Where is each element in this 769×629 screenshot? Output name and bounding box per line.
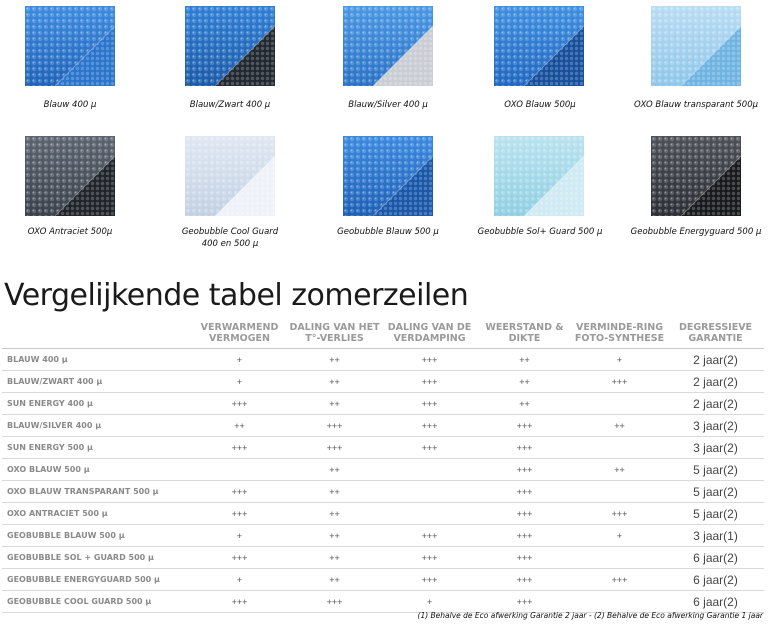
- column-header-verwarmend-vermogen: VERWARMEND VERMOGEN: [192, 302, 287, 349]
- column-header-product: [2, 302, 192, 349]
- product-label: Geobubble Sol+ Guard 500 µ: [477, 227, 603, 237]
- rating-cell: +++: [572, 371, 667, 393]
- product-label: OXO Blauw transparant 500µ: [633, 100, 759, 110]
- column-header-weerstand-dikte: WEERSTAND & DIKTE: [477, 302, 572, 349]
- garantie-cell: 3 jaar(2): [667, 437, 764, 459]
- rating-cell: +: [192, 349, 287, 371]
- product-swatch-oxo-antraciet-500: [25, 136, 115, 216]
- rating-cell: +++: [192, 437, 287, 459]
- product-swatch-blauw-zwart-400: [185, 6, 275, 86]
- table-row: [2, 481, 764, 503]
- rating-cell: [572, 437, 667, 459]
- rating-cell: +++: [382, 437, 477, 459]
- rating-cell: +++: [287, 437, 382, 459]
- footnote: (1) Behalve de Eco afwerking Garantie 2 jaar - (2) Behalve de Eco afwerking Garantie 1 jaar: [417, 611, 763, 620]
- product-label: Geobubble Energyguard 500 µ: [630, 227, 762, 237]
- table-row: [2, 437, 764, 459]
- product-label-line1: Geobubble Cool Guard: [181, 227, 279, 237]
- garantie-cell: 6 jaar(2): [667, 547, 764, 569]
- rating-cell: +++: [382, 393, 477, 415]
- table-header-row: [2, 302, 764, 349]
- garantie-cell: 2 jaar(2): [667, 349, 764, 371]
- garantie-cell: 6 jaar(2): [667, 569, 764, 591]
- product-name-cell: GEOBUBBLE COOL GUARD 500 µ: [2, 591, 192, 613]
- rating-cell: ++: [572, 415, 667, 437]
- table-row: [2, 415, 764, 437]
- garantie-cell: 6 jaar(2): [667, 591, 764, 613]
- table-row: [2, 547, 764, 569]
- garantie-cell: 5 jaar(2): [667, 481, 764, 503]
- table-row: [2, 503, 764, 525]
- product-swatch-geobubble-sol-guard-500: [494, 136, 584, 216]
- product-name-cell: SUN ENERGY 400 µ: [2, 393, 192, 415]
- rating-cell: +++: [382, 569, 477, 591]
- table-row: [2, 349, 764, 371]
- rating-cell: ++: [287, 525, 382, 547]
- rating-cell: +++: [192, 503, 287, 525]
- table-row: [2, 393, 764, 415]
- product-label: Blauw/Silver 400 µ: [348, 100, 428, 110]
- rating-cell: +++: [477, 547, 572, 569]
- rating-cell: [572, 591, 667, 613]
- rating-cell: +++: [382, 371, 477, 393]
- rating-cell: +: [192, 525, 287, 547]
- column-header-vermindering-fotosynthese: VERMINDE-RING FOTO-SYNTHESE: [572, 302, 667, 349]
- rating-cell: [572, 547, 667, 569]
- column-header-daling-t-verlies: DALING VAN HET T°-VERLIES: [287, 302, 382, 349]
- rating-cell: +++: [382, 415, 477, 437]
- garantie-cell: 3 jaar(1): [667, 525, 764, 547]
- table-row: [2, 591, 764, 613]
- rating-cell: +++: [382, 349, 477, 371]
- product-label: Blauw/Zwart 400 µ: [189, 100, 271, 110]
- rating-cell: +++: [477, 415, 572, 437]
- product-label: OXO Antraciet 500µ: [27, 227, 113, 237]
- rating-cell: ++: [287, 503, 382, 525]
- rating-cell: ++: [287, 547, 382, 569]
- rating-cell: +++: [572, 569, 667, 591]
- product-name-cell: GEOBUBBLE BLAUW 500 µ: [2, 525, 192, 547]
- rating-cell: ++: [287, 349, 382, 371]
- product-label: Blauw 400 µ: [43, 100, 97, 110]
- product-name-cell: OXO BLAUW TRANSPARANT 500 µ: [2, 481, 192, 503]
- page-title: Vergelijkende tabel zomerzeilen: [4, 278, 469, 314]
- rating-cell: ++: [477, 393, 572, 415]
- product-name-cell: BLAUW/ZWART 400 µ: [2, 371, 192, 393]
- rating-cell: +++: [572, 503, 667, 525]
- table-row: [2, 459, 764, 481]
- rating-cell: +++: [192, 481, 287, 503]
- comparison-table: [2, 302, 764, 613]
- product-label: [155, 226, 305, 250]
- product-swatch-oxo-blauw-500: [494, 6, 584, 86]
- product-label: OXO Blauw 500µ: [504, 100, 576, 110]
- rating-cell: +: [192, 371, 287, 393]
- rating-cell: [572, 481, 667, 503]
- product-name-cell: OXO BLAUW 500 µ: [2, 459, 192, 481]
- rating-cell: +++: [192, 393, 287, 415]
- product-name-cell: GEOBUBBLE ENERGYGUARD 500 µ: [2, 569, 192, 591]
- rating-cell: [382, 481, 477, 503]
- garantie-cell: 2 jaar(2): [667, 393, 764, 415]
- garantie-cell: 5 jaar(2): [667, 503, 764, 525]
- rating-cell: +++: [192, 547, 287, 569]
- column-header-degressieve-garantie: DEGRESSIEVE GARANTIE: [667, 302, 764, 349]
- rating-cell: [192, 459, 287, 481]
- rating-cell: +++: [192, 591, 287, 613]
- product-name-cell: BLAUW/SILVER 400 µ: [2, 415, 192, 437]
- rating-cell: +: [572, 349, 667, 371]
- rating-cell: [382, 459, 477, 481]
- product-swatch-geobubble-blauw-500: [343, 136, 433, 216]
- rating-cell: +++: [287, 415, 382, 437]
- rating-cell: ++: [287, 569, 382, 591]
- column-header-daling-verdamping: DALING VAN DE VERDAMPING: [382, 302, 477, 349]
- product-swatch-blauw-400: [25, 6, 115, 86]
- rating-cell: +++: [477, 525, 572, 547]
- rating-cell: +++: [382, 547, 477, 569]
- rating-cell: +++: [477, 459, 572, 481]
- rating-cell: ++: [572, 459, 667, 481]
- garantie-cell: 2 jaar(2): [667, 371, 764, 393]
- rating-cell: +++: [287, 591, 382, 613]
- rating-cell: ++: [287, 459, 382, 481]
- rating-cell: +: [382, 591, 477, 613]
- product-swatch-blauw-silver-400: [343, 6, 433, 86]
- rating-cell: [572, 393, 667, 415]
- product-label: Geobubble Blauw 500 µ: [337, 227, 439, 237]
- product-name-cell: GEOBUBBLE SOL + GUARD 500 µ: [2, 547, 192, 569]
- rating-cell: ++: [477, 371, 572, 393]
- table-row: [2, 569, 764, 591]
- table-row: [2, 371, 764, 393]
- table-row: [2, 525, 764, 547]
- garantie-cell: 3 jaar(2): [667, 415, 764, 437]
- product-swatch-oxo-blauw-transparant-500: [651, 6, 741, 86]
- rating-cell: +++: [382, 525, 477, 547]
- product-swatch-geobubble-energyguard-500: [651, 136, 741, 216]
- rating-cell: +++: [477, 503, 572, 525]
- rating-cell: +++: [477, 437, 572, 459]
- product-name-cell: OXO ANTRACIET 500 µ: [2, 503, 192, 525]
- rating-cell: ++: [192, 415, 287, 437]
- product-name-cell: BLAUW 400 µ: [2, 349, 192, 371]
- rating-cell: [382, 503, 477, 525]
- product-swatch-geobubble-cool-guard: [185, 136, 275, 216]
- rating-cell: ++: [287, 371, 382, 393]
- rating-cell: +++: [477, 569, 572, 591]
- rating-cell: ++: [477, 349, 572, 371]
- rating-cell: +++: [477, 481, 572, 503]
- rating-cell: +: [572, 525, 667, 547]
- product-label-line2: 400 en 500 µ: [201, 239, 259, 249]
- rating-cell: +++: [477, 591, 572, 613]
- product-name-cell: SUN ENERGY 500 µ: [2, 437, 192, 459]
- garantie-cell: 5 jaar(2): [667, 459, 764, 481]
- rating-cell: ++: [287, 481, 382, 503]
- rating-cell: ++: [287, 393, 382, 415]
- rating-cell: +: [192, 569, 287, 591]
